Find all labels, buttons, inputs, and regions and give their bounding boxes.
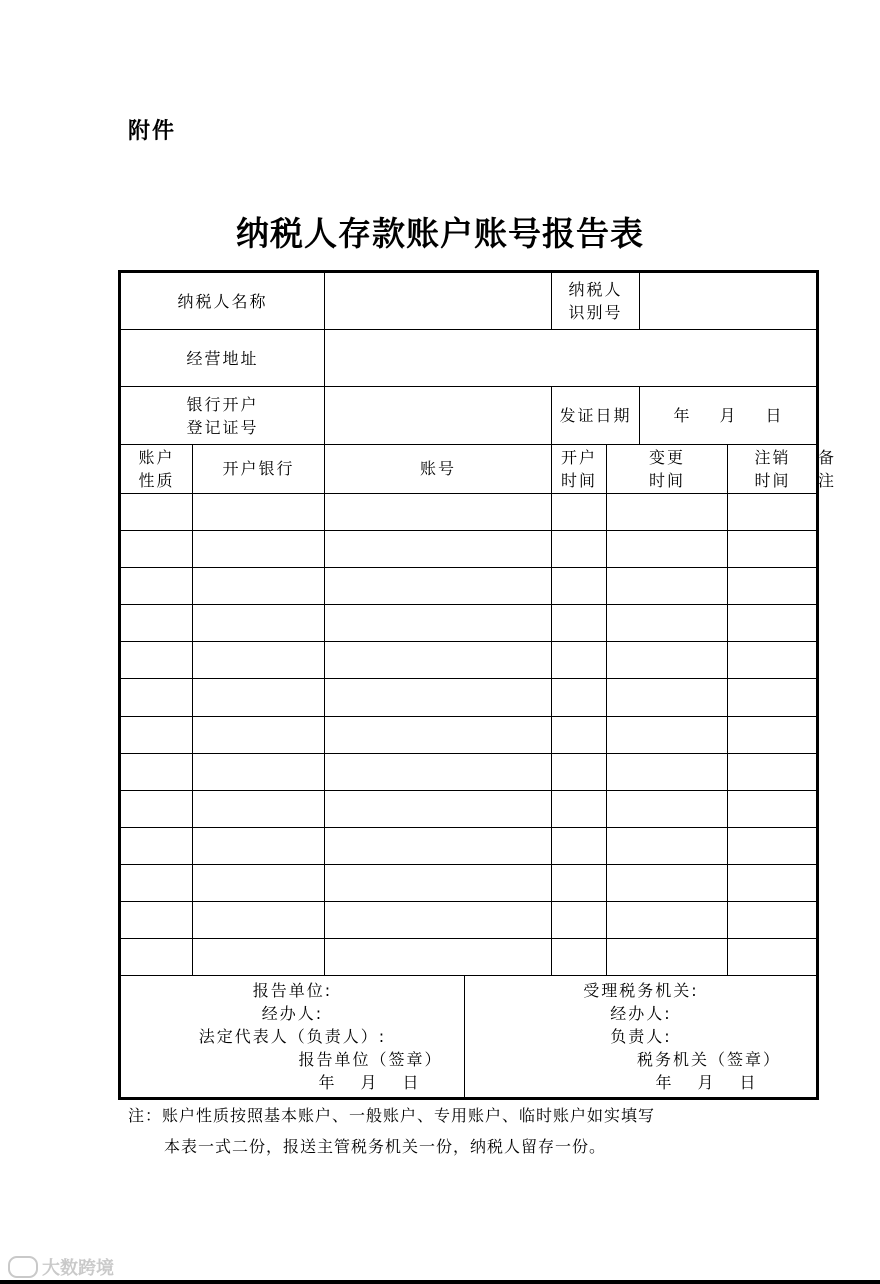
cell[interactable]	[607, 679, 728, 716]
cell[interactable]	[552, 605, 607, 642]
cell[interactable]	[552, 865, 607, 902]
cell[interactable]	[325, 865, 552, 902]
cell[interactable]	[325, 605, 552, 642]
table-row	[120, 939, 818, 976]
taxpayer-id-label-line1: 纳税人	[568, 280, 623, 300]
attachment-label: 附件	[128, 119, 177, 144]
cell[interactable]	[552, 530, 607, 567]
col-cancel-time	[728, 444, 818, 493]
cell[interactable]	[728, 827, 818, 864]
cell[interactable]	[325, 902, 552, 939]
reporting-date-month: 月	[360, 1073, 379, 1093]
cell[interactable]	[607, 827, 728, 864]
reporting-unit-date	[121, 1071, 464, 1094]
cell[interactable]	[193, 568, 325, 605]
table-row	[120, 827, 818, 864]
col-bank: 开户银行	[193, 444, 325, 493]
taxpayer-name-field[interactable]	[325, 272, 552, 330]
bank-reg-label-line1: 银行开户	[186, 394, 259, 414]
col-account-type-line2: 性质	[138, 470, 175, 490]
table-row	[120, 753, 818, 790]
cell[interactable]	[325, 642, 552, 679]
cell[interactable]	[607, 568, 728, 605]
bottom-rule	[0, 1280, 880, 1284]
cell[interactable]	[607, 753, 728, 790]
column-header-row: 账户 性质 开户银行 账号 开户 时间 变更 时间 注销 时间 备注	[120, 444, 818, 493]
cell[interactable]	[728, 939, 818, 976]
cell[interactable]	[193, 530, 325, 567]
cell[interactable]	[552, 493, 607, 530]
cell[interactable]	[193, 605, 325, 642]
tax-office-label: 受理税务机关:	[583, 981, 699, 1001]
table-row	[120, 865, 818, 902]
tax-handler-label: 经办人:	[610, 1004, 672, 1024]
issue-date-day: 日	[765, 406, 784, 425]
table-row	[120, 493, 818, 530]
cell[interactable]	[552, 753, 607, 790]
cell[interactable]	[728, 753, 818, 790]
table-row	[120, 605, 818, 642]
cell[interactable]	[728, 902, 818, 939]
reporting-unit-seal-label: 报告单位（签章）	[298, 1050, 443, 1070]
business-address-field[interactable]	[325, 330, 818, 387]
cell[interactable]	[607, 530, 728, 567]
footer-row	[120, 976, 818, 1099]
cell[interactable]	[193, 939, 325, 976]
col-open-time-line2: 时间	[560, 470, 597, 490]
cell[interactable]	[552, 939, 607, 976]
cell[interactable]	[120, 939, 193, 976]
col-account-type-line1: 账户	[138, 447, 175, 467]
cell[interactable]	[552, 827, 607, 864]
tax-date-year: 年	[655, 1073, 674, 1093]
cell[interactable]	[193, 493, 325, 530]
bank-reg-field[interactable]	[325, 387, 552, 444]
cell[interactable]	[607, 790, 728, 827]
cell[interactable]	[728, 790, 818, 827]
col-account-no: 账号	[325, 444, 552, 493]
cell[interactable]	[607, 716, 728, 753]
cell[interactable]	[607, 493, 728, 530]
cell[interactable]	[325, 679, 552, 716]
cell[interactable]	[120, 753, 193, 790]
cell[interactable]	[728, 605, 818, 642]
cell[interactable]	[552, 790, 607, 827]
cell[interactable]	[552, 679, 607, 716]
cell[interactable]	[728, 530, 818, 567]
row-business-address	[120, 330, 818, 387]
issue-date-label: 发证日期	[552, 387, 640, 444]
row-bank-registration	[120, 387, 818, 444]
bank-reg-label-line2: 登记证号	[186, 417, 259, 437]
issue-date-month: 月	[719, 406, 738, 425]
taxpayer-id-label	[552, 272, 640, 330]
cell[interactable]	[607, 939, 728, 976]
watermark-text: 大数跨境	[42, 1258, 114, 1279]
cell[interactable]	[120, 716, 193, 753]
issue-date-field[interactable]	[640, 387, 818, 444]
cell[interactable]	[120, 568, 193, 605]
cell[interactable]	[325, 753, 552, 790]
cell[interactable]	[120, 865, 193, 902]
table-row	[120, 679, 818, 716]
cell[interactable]	[325, 493, 552, 530]
notes	[128, 1100, 655, 1162]
page-title: 纳税人存款账户账号报告表	[236, 214, 644, 253]
table-row	[120, 642, 818, 679]
cell[interactable]	[193, 753, 325, 790]
cell[interactable]	[325, 530, 552, 567]
note-line-2: 本表一式二份，报送主管税务机关一份，纳税人留存一份。	[164, 1137, 607, 1156]
cell[interactable]	[193, 716, 325, 753]
issue-date-year: 年	[673, 406, 692, 425]
watermark-logo-icon	[8, 1256, 38, 1278]
note-line-1: 注：账户性质按照基本账户、一般账户、专用账户、临时账户如实填写	[128, 1106, 656, 1125]
cell[interactable]	[193, 902, 325, 939]
cell[interactable]	[607, 605, 728, 642]
cell[interactable]	[552, 568, 607, 605]
table-row	[120, 530, 818, 567]
business-address-label: 经营地址	[120, 330, 325, 387]
cell[interactable]	[552, 716, 607, 753]
cell[interactable]	[193, 679, 325, 716]
reporting-unit-label: 报告单位:	[252, 981, 333, 1001]
table-row	[120, 568, 818, 605]
cell[interactable]	[193, 642, 325, 679]
reporting-date-day: 日	[402, 1073, 421, 1093]
col-account-type	[120, 444, 193, 493]
col-change-time-line2: 时间	[649, 470, 686, 490]
cell[interactable]	[120, 827, 193, 864]
cell[interactable]	[120, 902, 193, 939]
cell[interactable]	[120, 530, 193, 567]
tax-date-month: 月	[697, 1073, 716, 1093]
cell[interactable]	[607, 642, 728, 679]
cell[interactable]	[120, 790, 193, 827]
tax-date-day: 日	[739, 1073, 758, 1093]
report-form-table	[118, 270, 837, 1100]
taxpayer-name-label: 纳税人名称	[120, 272, 325, 330]
cell[interactable]	[120, 605, 193, 642]
watermark	[8, 1254, 114, 1280]
tax-office-date	[465, 1071, 817, 1094]
tax-office-seal-label: 税务机关（签章）	[637, 1050, 782, 1070]
cell[interactable]	[728, 716, 818, 753]
cell[interactable]	[120, 493, 193, 530]
col-cancel-time-line2: 时间	[754, 470, 791, 490]
cell[interactable]	[120, 679, 193, 716]
col-change-time-line1: 变更	[649, 447, 686, 467]
cell[interactable]	[193, 790, 325, 827]
footer-right	[465, 976, 818, 1099]
taxpayer-id-field[interactable]	[640, 272, 818, 330]
cell[interactable]	[607, 865, 728, 902]
cell[interactable]	[325, 827, 552, 864]
cell[interactable]	[325, 568, 552, 605]
cell[interactable]	[325, 939, 552, 976]
cell[interactable]	[728, 679, 818, 716]
handler-label: 经办人:	[261, 1004, 324, 1024]
cell[interactable]	[325, 790, 552, 827]
bank-reg-label	[120, 387, 325, 444]
cell[interactable]	[552, 902, 607, 939]
cell[interactable]	[607, 902, 728, 939]
legal-rep-label: 法定代表人（负责人）:	[198, 1027, 387, 1047]
cell[interactable]	[552, 642, 607, 679]
cell[interactable]	[728, 642, 818, 679]
row-taxpayer-name	[120, 272, 818, 330]
cell[interactable]	[193, 865, 325, 902]
col-change-time	[607, 444, 728, 493]
taxpayer-id-label-line2: 识别号	[568, 303, 623, 323]
cell[interactable]	[728, 568, 818, 605]
cell[interactable]	[728, 865, 818, 902]
col-cancel-time-line1: 注销	[754, 447, 791, 467]
cell[interactable]	[325, 716, 552, 753]
table-row	[120, 902, 818, 939]
col-open-time	[552, 444, 607, 493]
cell[interactable]	[120, 642, 193, 679]
table-row	[120, 716, 818, 753]
cell[interactable]	[193, 827, 325, 864]
footer-left	[120, 976, 465, 1099]
cell[interactable]	[728, 493, 818, 530]
col-open-time-line1: 开户	[560, 447, 597, 467]
reporting-date-year: 年	[318, 1073, 337, 1093]
tax-responsible-label: 负责人:	[610, 1027, 672, 1047]
table-row	[120, 790, 818, 827]
